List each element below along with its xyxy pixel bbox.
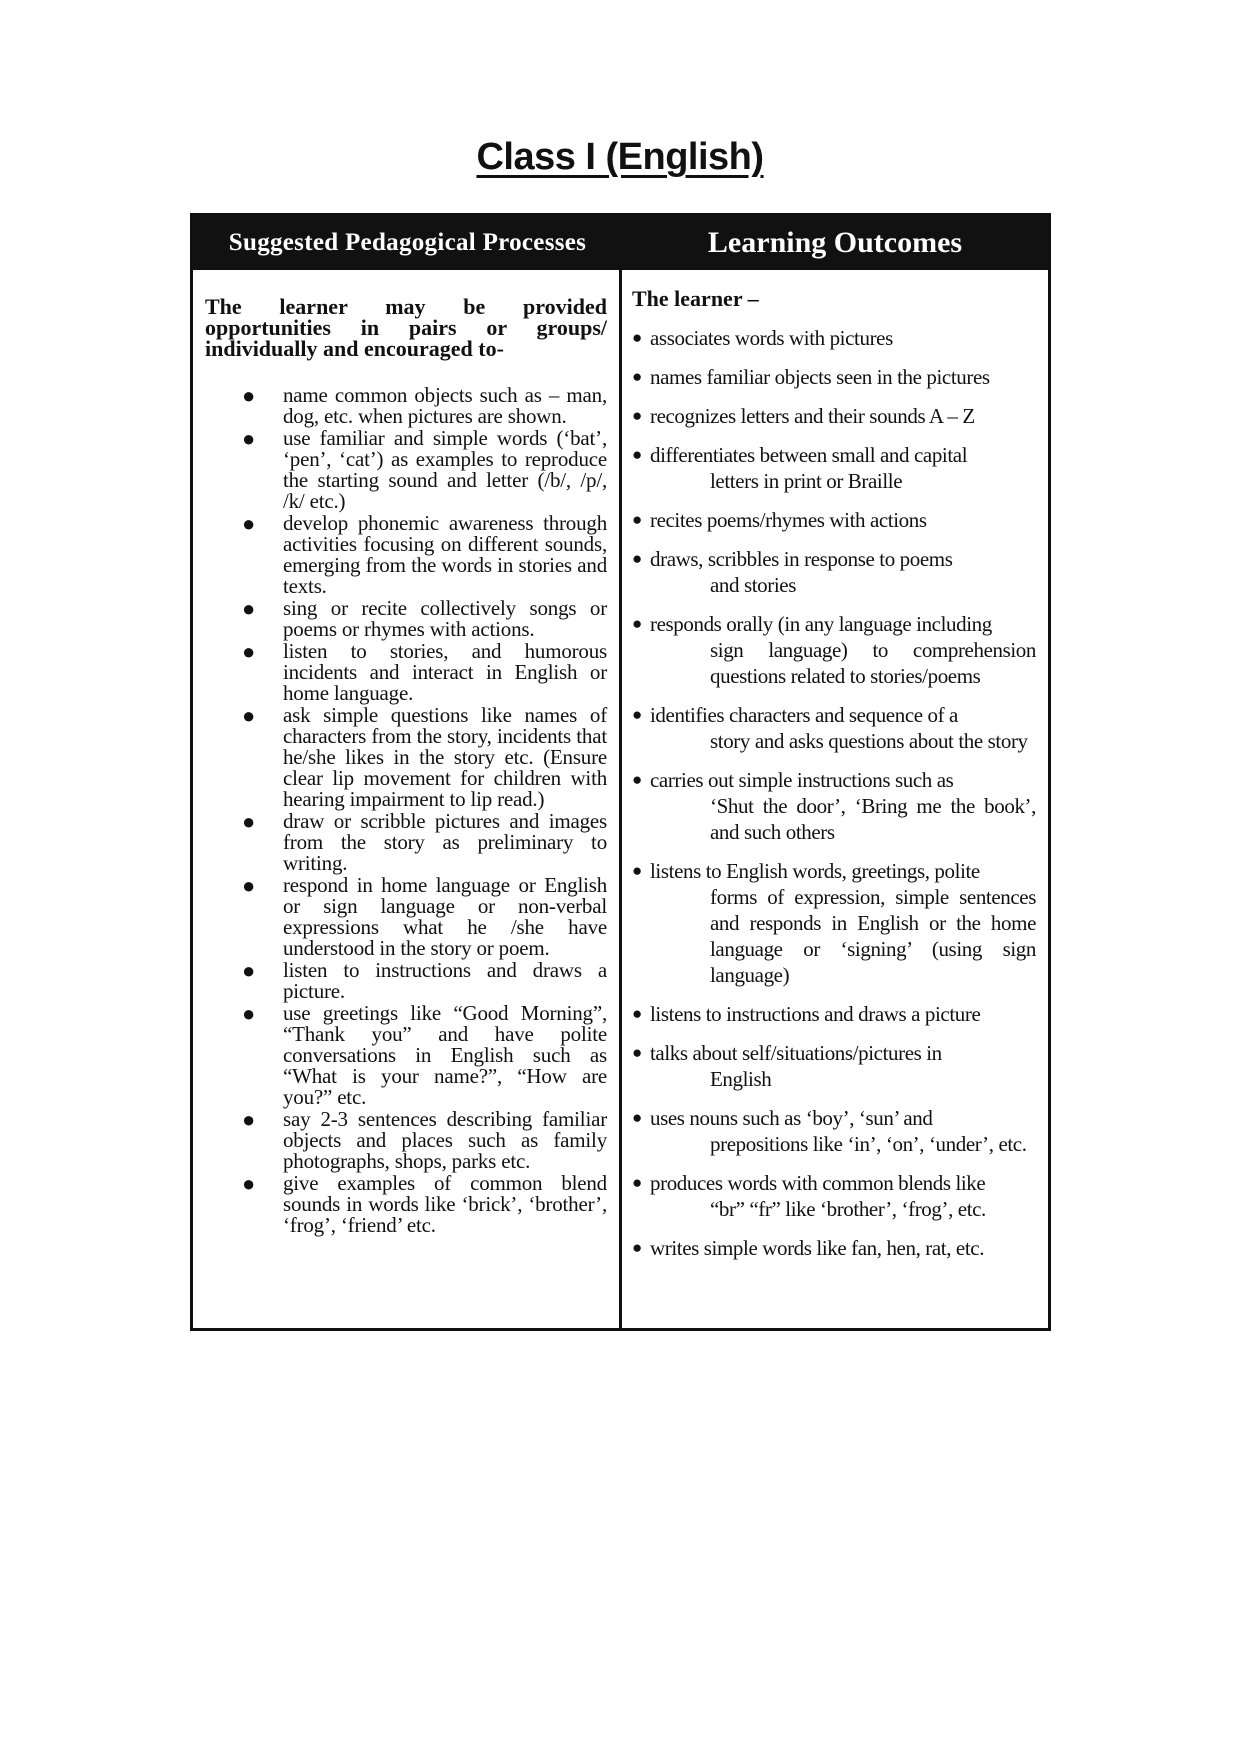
process-item	[205, 1003, 607, 1108]
process-item	[205, 641, 607, 704]
outcomes-list	[632, 325, 1036, 1261]
outcomes-table	[190, 213, 1051, 1331]
bullet-icon: ●	[632, 1108, 642, 1127]
outcome-text: uses nouns such as ‘boy’, ‘sun’ and	[650, 1106, 933, 1130]
outcome-text-continued: prepositions like ‘in’, ‘on’, ‘under’, etc.	[710, 1132, 1027, 1156]
processes-list	[205, 385, 607, 1236]
outcome-item	[632, 1235, 1036, 1261]
outcome-item	[632, 325, 1036, 351]
outcomes-intro: The learner –	[632, 286, 759, 311]
process-text: say 2-3 sentences describing familiar objects and places such as family photographs, shops, parks etc.	[283, 1107, 607, 1173]
process-text: name common objects such as – man, dog, etc. when pictures are shown.	[283, 383, 607, 428]
bullet-icon: ●	[632, 328, 642, 347]
outcome-text-continued: letters in print or Braille	[710, 469, 903, 493]
pedagogical-processes-column	[193, 270, 622, 1328]
outcome-text: listens to English words, greetings, polite	[650, 859, 980, 883]
outcome-item	[632, 507, 1036, 533]
bullet-icon: ●	[632, 445, 642, 464]
bullet-icon: ●	[242, 703, 256, 728]
table-header-row	[193, 216, 1048, 270]
outcome-text: draws, scribbles in response to poems	[650, 547, 953, 571]
process-text: give examples of common blend sounds in words like ‘brick’, ‘brother’, ‘frog’, ‘friend’ etc.	[283, 1171, 607, 1237]
table-body	[193, 270, 1048, 1328]
outcome-text: produces words with common blends like	[650, 1171, 986, 1195]
bullet-icon: ●	[632, 367, 642, 386]
process-item	[205, 513, 607, 597]
outcome-text: differentiates between small and capital	[650, 443, 968, 467]
outcome-item	[632, 442, 1036, 494]
outcome-text-continued: “br” “fr” like ‘brother’, ‘frog’, etc.	[710, 1197, 986, 1221]
outcome-item	[632, 858, 1036, 988]
process-text: listen to stories, and humorous incidents and interact in English or home language.	[283, 639, 607, 705]
process-text: use familiar and simple words (‘bat’, ‘pen’, ‘cat’) as examples to reproduce the starting sound and letter (/b/, /p/, /k/ etc.)	[283, 426, 607, 513]
outcome-text-continued: sign language) to comprehension questions related to stories/poems	[710, 638, 1036, 688]
process-item	[205, 385, 607, 427]
outcome-text: listens to instructions and draws a picture	[650, 1002, 981, 1026]
bullet-icon: ●	[632, 1004, 642, 1023]
process-text: sing or recite collectively songs or poems or rhymes with actions.	[283, 596, 607, 641]
process-text: respond in home language or English or sign language or non-verbal expressions what he /she have understood in the story or poem.	[283, 873, 607, 960]
bullet-icon: ●	[242, 1001, 256, 1026]
bullet-icon: ●	[242, 809, 256, 834]
bullet-icon: ●	[242, 1107, 256, 1132]
bullet-icon: ●	[632, 1173, 642, 1192]
bullet-icon: ●	[242, 383, 256, 408]
bullet-icon: ●	[632, 770, 642, 789]
process-item	[205, 1173, 607, 1236]
outcome-text: recognizes letters and their sounds A – Z	[650, 404, 975, 428]
bullet-icon: ●	[242, 958, 256, 983]
processes-intro: The learner may be provided opportunities in pairs or groups/ individually and encouraged to-	[205, 294, 607, 361]
process-text: use greetings like “Good Morning”, “Thank you” and have polite conversations in English such as “What is your name?”, “How are you?” etc.	[283, 1001, 607, 1109]
bullet-icon: ●	[242, 511, 256, 536]
outcome-text: names familiar objects seen in the pictures	[650, 365, 990, 389]
bullet-icon: ●	[632, 406, 642, 425]
process-item	[205, 1109, 607, 1172]
bullet-icon: ●	[632, 1238, 642, 1257]
bullet-icon: ●	[632, 1043, 642, 1062]
outcome-item	[632, 364, 1036, 390]
process-item	[205, 705, 607, 810]
process-text: develop phonemic awareness through activities focusing on different sounds, emerging from the words in stories and texts.	[283, 511, 607, 598]
bullet-icon: ●	[632, 614, 642, 633]
outcome-text-continued: and stories	[710, 573, 796, 597]
outcome-text-continued: forms of expression, simple sentences and responds in English or the home language or ‘signing’ (using sign language)	[710, 885, 1036, 987]
bullet-icon: ●	[632, 510, 642, 529]
process-item	[205, 811, 607, 874]
bullet-icon: ●	[242, 596, 256, 621]
page-title: Class I (English)	[476, 136, 764, 178]
outcome-item	[632, 1105, 1036, 1157]
outcome-text: identifies characters and sequence of a	[650, 703, 958, 727]
outcome-text: recites poems/rhymes with actions	[650, 508, 927, 532]
process-item	[205, 960, 607, 1002]
outcome-text: associates words with pictures	[650, 326, 893, 350]
process-item	[205, 428, 607, 512]
bullet-icon: ●	[632, 549, 642, 568]
bullet-icon: ●	[632, 705, 642, 724]
outcome-text: writes simple words like fan, hen, rat, etc.	[650, 1236, 985, 1260]
bullet-icon: ●	[242, 1171, 256, 1196]
header-pedagogical-processes: Suggested Pedagogical Processes	[228, 229, 587, 256]
outcome-text-continued: English	[710, 1067, 772, 1091]
outcome-item	[632, 1170, 1036, 1222]
outcome-item	[632, 767, 1036, 845]
process-item	[205, 875, 607, 959]
outcome-text-continued: story and asks questions about the story	[710, 729, 1028, 753]
process-text: listen to instructions and draws a picture.	[283, 958, 607, 1003]
outcome-text: responds orally (in any language including	[650, 612, 992, 636]
outcome-item	[632, 1040, 1036, 1092]
outcome-item	[632, 546, 1036, 598]
process-text: ask simple questions like names of characters from the story, incidents that he/she likes in the story etc. (Ensure clear lip movement for children with hearing impairment to lip read.)	[283, 703, 607, 811]
outcome-item	[632, 403, 1036, 429]
bullet-icon: ●	[242, 426, 256, 451]
outcome-text: talks about self/situations/pictures in	[650, 1041, 942, 1065]
outcome-text: carries out simple instructions such as	[650, 768, 954, 792]
bullet-icon: ●	[242, 639, 256, 664]
outcome-item	[632, 611, 1036, 689]
outcome-item	[632, 1001, 1036, 1027]
bullet-icon: ●	[632, 861, 642, 880]
learning-outcomes-column	[622, 270, 1048, 1328]
outcome-text-continued: ‘Shut the door’, ‘Bring me the book’, and such others	[710, 794, 1036, 844]
bullet-icon: ●	[242, 873, 256, 898]
process-text: draw or scribble pictures and images from the story as preliminary to writing.	[283, 809, 607, 875]
header-learning-outcomes: Learning Outcomes	[707, 226, 963, 259]
process-item	[205, 598, 607, 640]
outcome-item	[632, 702, 1036, 754]
